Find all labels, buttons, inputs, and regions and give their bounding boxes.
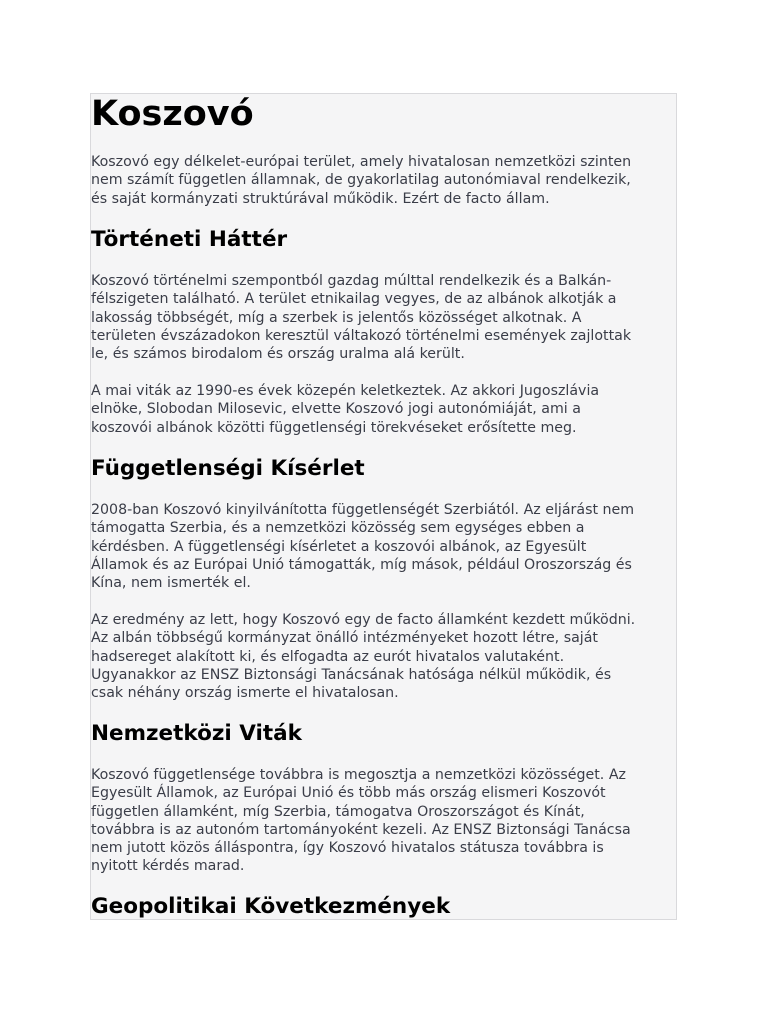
paragraph-line: 2008-ban Koszovó kinyilvánította függetlenségét Szerbiától. Az eljárást nem [91,502,635,518]
paragraph-line: területen évszázadokon keresztül váltakozó történelmi események zajlottak [91,327,632,344]
paragraph-line: Kína, nem ismerték el. [91,575,251,592]
paragraph-line: félszigeten található. A terület etnikailag vegyes, de az albánok alkotják a [91,291,617,308]
paragraph-line: Az eredmény az lett, hogy Koszovó egy de facto államként kezdett működni. [91,612,636,628]
section-paragraph [91,611,635,702]
section-paragraph [91,382,599,437]
section-paragraph [91,272,631,363]
paragraph-line: A mai viták az 1990-es évek közepén keletkeztek. Az akkori Jugoszlávia [91,383,600,399]
intro-paragraph [91,153,631,208]
section-heading-tortenti-hatter: Történeti Háttér [91,227,288,252]
paragraph-line: kérdésben. A függetlenségi kísérletet a koszovói albánok, az Egyesült [91,538,587,555]
paragraph-line: nem jutott közös álláspontra, így Koszovó hivatalos státusza továbbra is [91,840,604,857]
paragraph-line: Koszovó függetlensége továbbra is megosztja a nemzetközi közösséget. Az [91,767,626,783]
paragraph-line: és saját kormányzati struktúrával működik. Ezért de facto állam. [91,190,550,207]
paragraph-line: lakosság többségét, míg a szerbek is jelentős közösséget alkotnak. A [91,309,582,326]
paragraph-line: Az albán többségű kormányzat önálló intézményeket hozott létre, saját [91,630,598,647]
paragraph-line: nyitott kérdés marad. [91,858,245,875]
paragraph-line: Államok és az Európai Unió támogatták, míg mások, például Oroszország és [91,556,632,573]
paragraph-line: hadsereget alakított ki, és elfogadta az eurót hivatalos valutaként. [91,648,565,665]
paragraph-line: elnöke, Slobodan Milosevic, elvette Koszovó jogi autonómiáját, ami a [91,401,581,418]
section-heading-nemzetkozi-vitak: Nemzetközi Viták [91,721,302,746]
paragraph-line: Ugyanakkor az ENSZ Biztonsági Tanácsának hatósága nélkül működik, és [91,666,612,683]
paragraph-line: nem számít független államnak, de gyakorlatilag autonómiaval rendelkezik, [91,172,631,189]
paragraph-line: független államként, míg Szerbia, támogatva Oroszországot és Kínát, [91,803,585,820]
paragraph-line: Koszovó egy délkelet-európai terület, amely hivatalosan nemzetközi szinten [91,154,632,170]
paragraph-line: támogatta Szerbia, és a nemzetközi közösség sem egységes ebben a [91,520,585,537]
section-heading-geopolitikai-kovetkezmenyek: Geopolitikai Következmények [91,894,451,919]
paragraph-line: koszovói albánok közötti függetlenségi törekvéseket erősítette meg. [91,419,577,436]
paragraph-line: csak néhány ország ismerte el hivatalosan. [91,685,399,702]
section-paragraph [91,766,631,876]
section-heading-fuggetlensegi-kiserlet: Függetlenségi Kísérlet [91,456,365,481]
paragraph-line: Koszovó történelmi szempontból gazdag múlttal rendelkezik és a Balkán- [91,273,612,289]
paragraph-line: le, és számos birodalom és ország uralma alá került. [91,346,465,363]
article-container [90,93,677,920]
section-paragraph [91,501,634,592]
paragraph-line: továbbra is az autonóm tartományoként kezeli. Az ENSZ Biztonsági Tanácsa [91,821,631,838]
paragraph-line: Egyesült Államok, az Európai Unió és több más ország elismeri Koszovót [91,785,606,802]
page-title: Koszovó [91,94,254,134]
